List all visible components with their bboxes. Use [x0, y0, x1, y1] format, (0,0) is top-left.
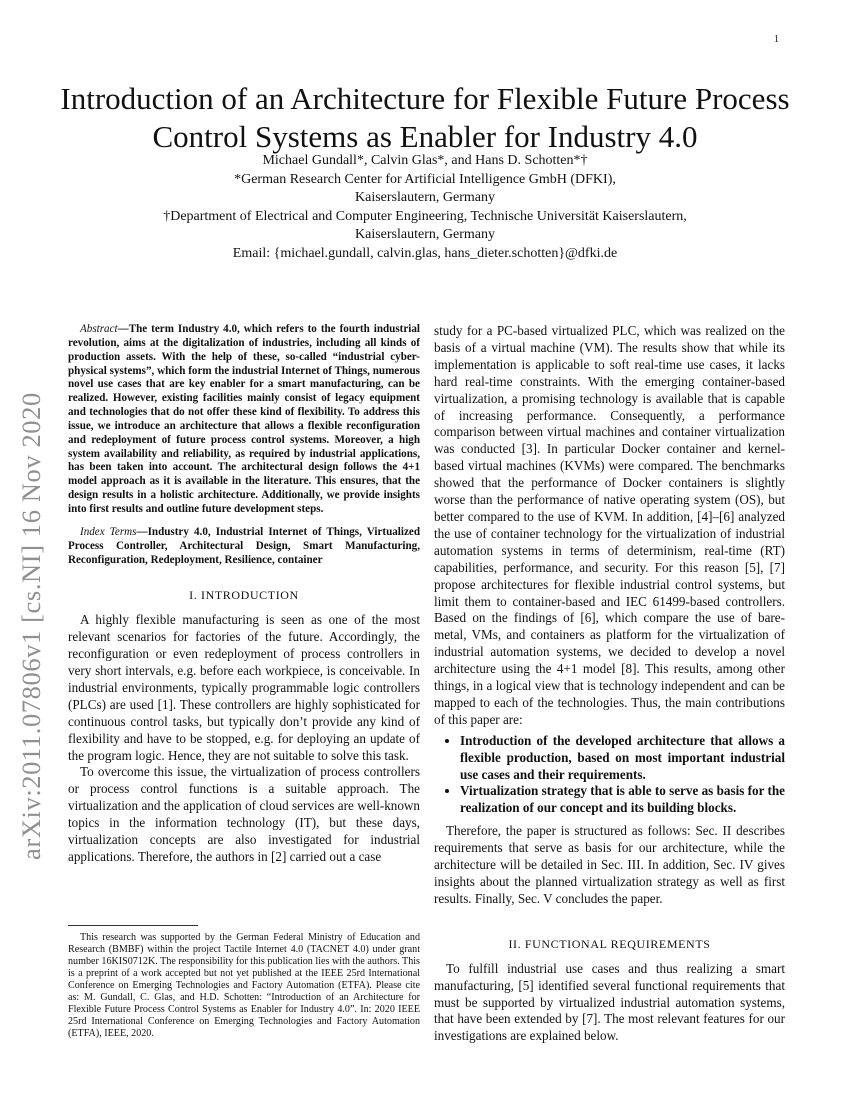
author-names: Michael Gundall*, Calvin Glas*, and Hans D. Schotten*†: [262, 153, 588, 168]
abstract-text: —The term Industry 4.0, which refers to the fourth industrial revolution, aims at the digitalization of industries, including all kinds of production assets. With the help of these, so-called “industrial cyber-physical systems”, which form the industrial Internet of Things, numerous novel use cases that are key enabler for a smart manufacturing, can be realized. However, existing facilities mainly consist of legacy equipment and technologies that do not offer these kind of flexibility. To address this issue, we introduce an architecture that allows a flexible reconfiguration and redeployment of future process control systems. Moreover, a high system availability and reliability, as required by industrial applications, has been taken into account. The architectural design follows the 4+1 model approach as it is available in the literature. This ensures, that the design results in a holistic architecture. Additionally, we provide insights into first results and outline future development steps.: [68, 323, 420, 515]
section-1-heading: I. INTRODUCTION: [189, 588, 299, 603]
section-2-heading: II. FUNCTIONAL REQUIREMENTS: [508, 936, 711, 951]
author-email: Email: {michael.gundall, calvin.glas, hans_dieter.schotten}@dfki.de: [232, 245, 618, 261]
right-column: [434, 323, 785, 1045]
page-number: 1: [774, 34, 779, 45]
section-1-paragraph-2: To overcome this issue, the virtualization of process controllers or process control functions is a suitable approach. The virtualization and the application of cloud services are well-known topics in the information technology (IT), but these days, virtualization concepts are also investigated for industrial applications. Therefore, the authors in [2] carried out a case: [68, 764, 420, 864]
arxiv-stamp-text: arXiv:2011.07806v1 [cs.NI] 16 Nov 2020: [16, 392, 46, 860]
author-block: [60, 152, 790, 264]
index-terms-lead: Index Terms: [80, 525, 137, 538]
right-column-paragraph-2: Therefore, the paper is structured as follows: Sec. II describes requirements that serve as basis for our architecture, while the architecture will be detailed in Sec. III. In addition, Sec. IV gives insights about the planned virtualization strategy as well as first results. Finally, Sec. V concludes the paper.: [434, 823, 785, 906]
index-terms-text: —Industry 4.0, Industrial Internet of Things, Virtualized Process Controller, Architectural Design, Smart Manufacturing, Reconfiguration, Redeployment, Resilience, container: [68, 525, 420, 566]
right-column-paragraph-1: study for a PC-based virtualized PLC, which was realized on the basis of a virtual machine (VM). The results show that while its implementation is applicable to soft real-time use cases, it lacks hard real-time constraints. With the emerging container-based virtualization, a promising technology is available that is capable of increasing performance. Consequently, a performance comparison between virtual machines and container virtualization was conducted [3]. In particular Docker container and kernel-based virtual machines (KVMs) were compared. The benchmarks showed that the performance of Docker containers is slightly worse than the performance of native operating system (OS), but better compared to the use of KVM. In addition, [4]–[6] analyzed the use of container technology for the virtualization of industrial automation systems in terms of determinism, real-time (RT) capabilities, performance, and security. For this reason [5], [7] propose architectures for flexible industrial control systems, but limit them to container-based and IEC 61499-based controllers. Based on the findings of [6], which compare the use of bare-metal, VMs, and containers as platform for the virtualization of industrial automation systems, we decided to develop a novel architecture using the 4+1 model [8]. This results, among other things, in a logical view that is technology independent and can be mapped to each of the technologies. Thus, the main contributions of this paper are:: [434, 323, 785, 727]
affiliation-1-line-1: *German Research Center for Artificial Intelligence GmbH (DFKI),: [234, 171, 616, 187]
abstract: [68, 323, 420, 517]
section-2-paragraph-1: To fulfill industrial use cases and thus realizing a smart manufacturing, [5] identified several functional requirements that must be supported by virtualized industrial automation systems, that have been extended by [7]. The most relevant features for our investigations are explained below.: [434, 960, 785, 1044]
footnote-rule: [68, 925, 198, 926]
index-terms: [68, 526, 420, 568]
paper-title: Introduction of an Architecture for Flexible Future Process Control Systems as Enabler for Industry 4.0: [60, 81, 790, 154]
affiliation-2-line-2: Kaiserslautern, Germany: [355, 227, 495, 243]
section-1-paragraph-1: A highly flexible manufacturing is seen as one of the most relevant scenarios for factories of the future. Accordingly, the reconfiguration or even redeployment of process controllers in very short intervals, e.g. before each workpiece, is conceivable. In industrial environments, typically programmable logic controllers (PLCs) are used [1]. These controllers are highly sophisticated for continuous control tasks, but typically don’t provide any kind of flexibility and have to be stopped, e.g. for deploying an update of the program logic. Hence, they are not suitable to solve this task.: [68, 612, 420, 763]
left-column: [68, 323, 420, 866]
contribution-list: [434, 733, 785, 818]
affiliation-2-line-1: †Department of Electrical and Computer Engineering, Technische Universität Kaiserslautern,: [163, 208, 687, 224]
abstract-lead: Abstract: [80, 323, 118, 335]
affiliation-1-line-2: Kaiserslautern, Germany: [355, 190, 495, 206]
contribution-item: • Introduction of the developed architecture that allows a flexible production, based on most important industrial use cases and their requirements.: [460, 733, 785, 784]
arxiv-stamp: [4, 300, 58, 860]
contribution-item: • Virtualization strategy that is able to serve as basis for the realization of our concept and its building blocks.: [460, 783, 785, 817]
footnote: This research was supported by the German Federal Ministry of Education and Research (BMBF) within the project Tactile Internet 4.0 (TACNET 4.0) under grant number 16KIS0712K. The responsibility for this publication lies with the authors. This is a preprint of a work accepted but not yet published at the IEEE 25rd International Conference on Emerging Technologies and Factory Automation (ETFA). Please cite as: M. Gundall, C. Glas, and H.D. Schotten: “Introduction of an Architecture for Flexible Future Process Control Systems as Enabler for Industry 4.0”. In: 2020 IEEE 25rd International Conference on Emerging Technologies and Factory Automation (ETFA), IEEE, 2020.: [68, 932, 420, 1039]
